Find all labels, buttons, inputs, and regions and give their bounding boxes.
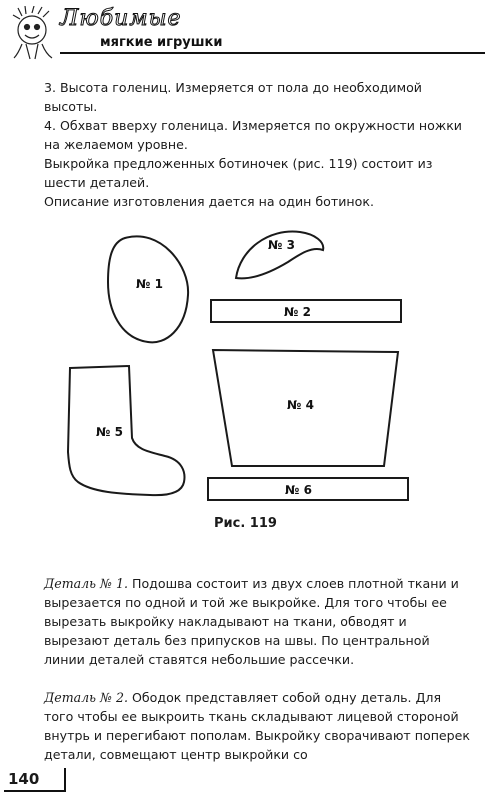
paragraph-item-3: 3. Высота голениц. Измеряется от пола до необходимой высоты. <box>44 80 422 114</box>
book-title: Любимые <box>60 6 182 31</box>
header-rule <box>60 52 485 54</box>
running-header <box>0 0 488 62</box>
paragraph-one-boot: Описание изготовления дается на один ботинок. <box>44 194 374 209</box>
paragraph-pattern-intro: Выкройка предложенных ботиночек (рис. 119) состоит из шести деталей. <box>44 156 433 190</box>
paragraph-item-4: 4. Обхват вверху голеница. Измеряется по окружности ножки на желаемом уровне. <box>44 118 462 152</box>
book-subtitle: мягкие игрушки <box>100 35 223 50</box>
detail-2-lead: Деталь № 2. <box>44 690 128 705</box>
label-piece-3: № 3 <box>268 238 295 252</box>
detail-1-text: Подошва состоит из двух слоев плотной ткани и вырезается по одной и той же выкройке. Для того чтобы ее вырезать выкройку накладывают на ткани, обводят и вырезают деталь без припусков на швы. По центральной линии деталей ставятся небольшие рассечки. <box>44 576 459 667</box>
detail-1-lead: Деталь № 1. <box>44 576 128 591</box>
label-piece-5: № 5 <box>96 425 123 439</box>
label-piece-4: № 4 <box>287 398 314 412</box>
label-piece-2: № 2 <box>284 305 311 319</box>
pattern-diagram <box>0 220 488 520</box>
detail-1-paragraph <box>44 574 474 669</box>
label-piece-6: № 6 <box>285 483 312 497</box>
pattern-piece-5 <box>68 366 184 495</box>
page-number: 140 <box>8 770 40 788</box>
figure-caption: Рис. 119 <box>214 516 277 531</box>
detail-2-paragraph <box>44 688 474 764</box>
detail-2-text: Ободок представляет собой одну деталь. Для того чтобы ее выкроить ткань складывают лицевой стороной внутрь и перегибают пополам. Выкройку сворачивают поперек детали, совмещают центр выкройки со <box>44 690 471 762</box>
figure-119 <box>0 220 488 550</box>
rag-doll-logo-icon <box>8 6 58 60</box>
footer-rule <box>4 790 64 792</box>
label-piece-1: № 1 <box>136 277 163 291</box>
footer-vertical-rule <box>64 768 66 792</box>
